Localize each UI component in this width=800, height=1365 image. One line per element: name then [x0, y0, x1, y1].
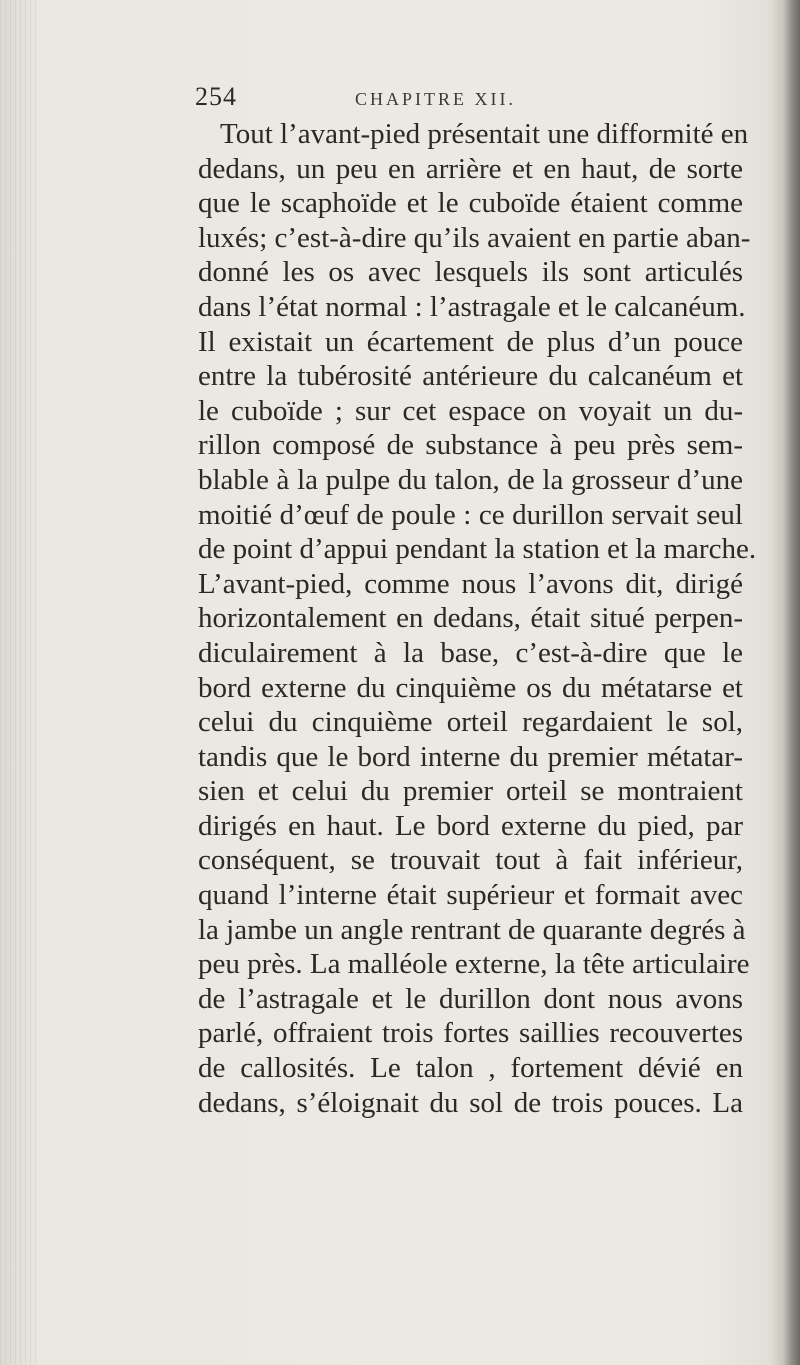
text-line: dedans, un peu en arrière et en haut, de sorte	[198, 152, 743, 185]
text-line: que le scaphoïde et le cuboïde étaient comme	[198, 187, 743, 220]
text-line: le cuboïde ; sur cet espace on voyait un du-	[198, 394, 743, 427]
text-line: de l’astragale et le durillon dont nous avons	[198, 982, 743, 1015]
text-line: bord externe du cinquième os du métatarse et	[198, 671, 743, 704]
text-line: blable à la pulpe du talon, de la grosseur d’une	[198, 463, 743, 496]
running-head: CHAPITRE XII.	[355, 89, 516, 109]
page-left-edge	[0, 0, 40, 1365]
text-line: dedans, s’éloignait du sol de trois pouces. La	[198, 1086, 743, 1119]
text-line: luxés; c’est-à-dire qu’ils avaient en partie aban-	[198, 221, 751, 254]
page-number: 254	[195, 82, 237, 111]
text-line: la jambe un angle rentrant de quarante degrés à	[198, 913, 746, 946]
page-right-edge	[782, 0, 800, 1365]
text-line: Il existait un écartement de plus d’un pouce	[198, 325, 743, 358]
body-text	[198, 117, 757, 1120]
text-line: L’avant-pied, comme nous l’avons dit, dirigé	[198, 567, 743, 600]
text-line: sien et celui du premier orteil se montraient	[198, 775, 743, 808]
text-line: entre la tubérosité antérieure du calcanéum et	[198, 360, 743, 393]
text-line: tandis que le bord interne du premier métatar-	[198, 740, 743, 773]
text-line: dans l’état normal : l’astragale et le calcanéum.	[198, 290, 746, 323]
text-line: dirigés en haut. Le bord externe du pied, par	[198, 809, 743, 842]
text-line: rillon composé de substance à peu près sem-	[198, 429, 743, 462]
text-line: celui du cinquième orteil regardaient le sol,	[198, 706, 743, 739]
text-line: Tout l’avant-pied présentait une difformité en	[220, 118, 749, 150]
text-line: diculairement à la base, c’est-à-dire que le	[198, 636, 743, 669]
text-line: quand l’interne était supérieur et formait avec	[198, 879, 743, 912]
text-line: de point d’appui pendant la station et la marche.	[198, 533, 757, 566]
text-line: peu près. La malléole externe, la tête articulaire	[198, 948, 750, 981]
text-line: moitié d’œuf de poule : ce durillon servait seul	[198, 498, 743, 531]
text-line: donné les os avec lesquels ils sont articulés	[198, 256, 743, 289]
text-line: de callosités. Le talon , fortement dévié en	[198, 1052, 743, 1085]
text-line: conséquent, se trouvait tout à fait inférieur,	[198, 844, 743, 877]
text-line: horizontalement en dedans, était situé perpen-	[198, 602, 743, 635]
text-line: parlé, offraient trois fortes saillies recouvertes	[198, 1017, 743, 1050]
page-header	[0, 80, 800, 120]
